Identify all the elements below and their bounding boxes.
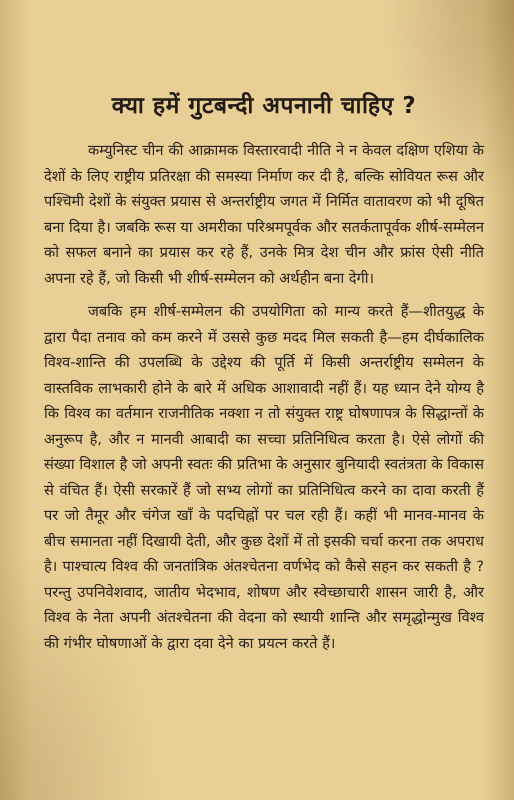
chapter-title: क्या हमें गुटबन्दी अपनानी चाहिए ?: [111, 93, 417, 119]
paragraph-2: जबकि हम शीर्ष-सम्मेलन की उपयोगिता को मान्य करते हैं—शीतयुद्ध के द्वारा पैदा तनाव को कम करने में उससे कुछ मदद मिल सकती है—हम दीर्घकालिक विश्व-शान्ति की उपलब्धि के उद्देश्य की पूर्ति में किसी अन्तर्राष्ट्रीय सम्मेलन के वास्तविक लाभकारी होने के बारे में अधिक आशावादी नहीं हैं। यह ध्यान देने योग्य है कि विश्व का वर्तमान राजनीतिक नक्शा न तो संयुक्त राष्ट्र घोषणापत्र के सिद्धान्तों के अनुरूप है, और न मानवी आबादी का सच्चा प्रतिनिधित्व करता है। ऐसे लोगों की संख्या विशाल है जो अपनी स्वतः की प्रतिभा के अनुसार बुनियादी स्वतंत्रता के विकास से वंचित हैं। ऐसी सरकारें हैं जो सभ्य लोगों का प्रतिनिधित्व करने का दावा करती हैं पर जो तैमूर और चंगेज खाँ के पदचिह्नों पर चल रही हैं। कहीं भी मानव-मानव के बीच समानता नहीं दिखायी देती, और कुछ देशों में तो इसकी चर्चा करना तक अपराध है। पाश्चात्य विश्व की जनतांत्रिक अंतश्चेतना वर्णभेद को कैसे सहन कर सकती है ? परन्तु उपनिवेशवाद, जातीय भेदभाव, शोषण और स्वेच्छाचारी शासन जारी है, और विश्व के नेता अपनी अंतश्चेतना की वेदना को स्थायी शान्ति और समृद्धोन्मुख विश्व की गंभीर घोषणाओं के द्वारा दवा देने का प्रयत्न करते हैं।: [44, 303, 484, 652]
paragraph-1: कम्युनिस्ट चीन की आक्रामक विस्तारवादी नीति ने न केवल दक्षिण एशिया के देशों के लिए राष्ट्रीय प्रतिरक्षा की समस्या निर्माण कर दी है, बल्कि सोवियत रूस और पश्चिमी देशों के संयुक्त प्रयास से अन्तर्राष्ट्रीय जगत में निर्मित वातावरण को भी दूषित बना दिया है। जबकि रूस या अमरीका परिश्रमपूर्वक और सतर्कतापूर्वक शीर्ष-सम्मेलन को सफल बनाने का प्रयास कर रहे हैं, उनके मित्र देश चीन और फ्रांस ऐसी नीति अपना रहे हैं, जो किसी भी शीर्ष-सम्मेलन को अर्थहीन बना देगी।: [44, 142, 484, 287]
book-page: [44, 88, 484, 656]
